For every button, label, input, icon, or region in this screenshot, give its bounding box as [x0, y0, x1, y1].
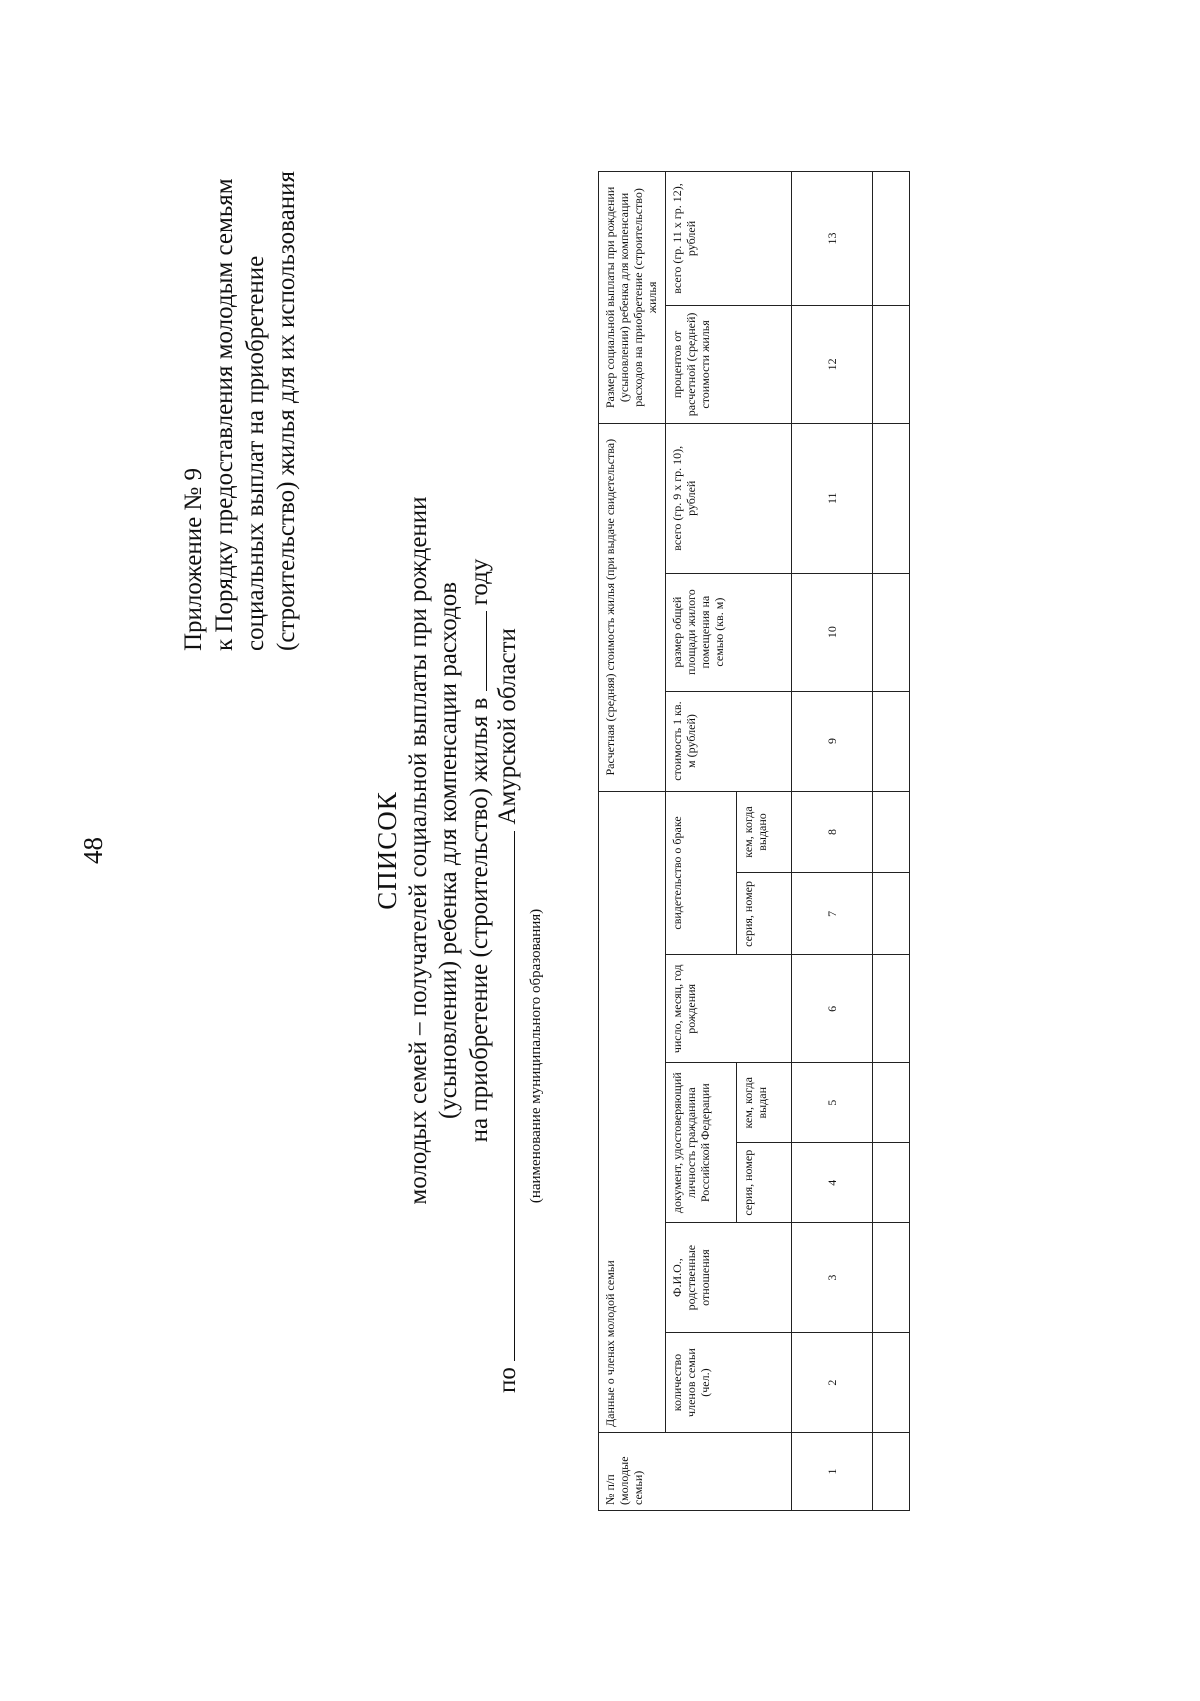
year-blank-field[interactable]: [464, 611, 487, 691]
column-number: 13: [792, 172, 873, 306]
empty-cell[interactable]: [873, 873, 910, 955]
column-number: 10: [792, 573, 873, 691]
header-col-6: число, месяц, год рождения: [666, 955, 792, 1063]
column-number: 2: [792, 1333, 873, 1433]
column-number-row: [792, 172, 873, 1511]
header-doc-group: документ, удостоверяющий личность гражданина Российской Федерации: [666, 1063, 737, 1223]
municipality-prefix: по: [494, 1367, 521, 1393]
header-col-13: всего (гр. 11 х гр. 12), рублей: [666, 172, 792, 306]
table-header-row: [666, 172, 737, 1511]
title-block: [372, 0, 495, 1701]
title-line-3-start: на приобретение (строительство) жилья в: [466, 697, 493, 1143]
title-line-3-end: году: [466, 558, 493, 606]
title-line-2: (усыновлении) ребенка для компенсации расходов: [435, 581, 462, 1120]
empty-cell[interactable]: [873, 791, 910, 873]
title-line-3: [464, 0, 495, 1701]
municipality-blank-field[interactable]: [492, 831, 515, 1361]
column-number: 4: [792, 1143, 873, 1223]
appendix-line: к Порядку предоставления молодым семьям: [211, 178, 238, 651]
column-number: 8: [792, 791, 873, 873]
title-line-1: молодых семей – получателей социальной выплаты при рождении: [405, 496, 432, 1205]
header-col-9: стоимость 1 кв. м (рублей): [666, 691, 792, 791]
header-col-12: процентов от расчетной (средней) стоимости жилья: [666, 305, 792, 423]
appendix-line: (строительство) жилья для их использования: [273, 171, 300, 651]
header-col-11: всего (гр. 9 х гр. 10), рублей: [666, 423, 792, 573]
empty-cell[interactable]: [873, 1333, 910, 1433]
header-group-payment: Размер социальной выплаты при рождении (усыновлении) ребенка для компенсации расходов на приобретение (строительство) жилья: [599, 172, 666, 424]
empty-cell[interactable]: [873, 1063, 910, 1143]
header-col-8: кем, когда выдано: [737, 791, 792, 873]
empty-cell[interactable]: [873, 1433, 910, 1511]
municipality-caption: (наименование муниципального образования): [528, 908, 544, 1204]
header-col-10: размер общей площади жилого помещения на семью (кв. м): [666, 573, 792, 691]
empty-cell[interactable]: [873, 955, 910, 1063]
column-number: 6: [792, 955, 873, 1063]
empty-cell[interactable]: [873, 1223, 910, 1333]
column-number: 3: [792, 1223, 873, 1333]
header-col-2: количество членов семьи (чел.): [666, 1333, 792, 1433]
header-col-7: серия, номер: [737, 873, 792, 955]
empty-cell[interactable]: [873, 172, 910, 306]
header-col-5: кем, когда выдан: [737, 1063, 792, 1143]
empty-cell[interactable]: [873, 691, 910, 791]
appendix-line: социальных выплат на приобретение: [242, 255, 269, 651]
header-group-cost: Расчетная (средняя) стоимость жилья (при выдаче свидетельства): [599, 423, 666, 791]
header-col-1: № п/п (молодые семьи): [599, 1433, 792, 1511]
page-number: 48: [78, 837, 108, 864]
table-row: [873, 172, 910, 1511]
document-title: СПИСОК: [372, 791, 402, 910]
empty-cell[interactable]: [873, 1143, 910, 1223]
header-group-members: Данные о членах молодой семьи: [599, 791, 666, 1433]
header-col-3: Ф.И.О., родственные отношения: [666, 1223, 792, 1333]
municipality-suffix: Амурской области: [494, 628, 521, 825]
column-number: 5: [792, 1063, 873, 1143]
column-number: 9: [792, 691, 873, 791]
column-number: 1: [792, 1433, 873, 1511]
table-header-row: [599, 172, 666, 1511]
header-marriage-group: свидетельство о браке: [666, 791, 737, 955]
column-number: 7: [792, 873, 873, 955]
appendix-header: [178, 11, 302, 651]
column-number: 11: [792, 423, 873, 573]
column-number: 12: [792, 305, 873, 423]
empty-cell[interactable]: [873, 423, 910, 573]
families-table: [598, 171, 910, 1511]
header-col-4: серия, номер: [737, 1143, 792, 1223]
appendix-line: Приложение № 9: [180, 467, 207, 651]
empty-cell[interactable]: [873, 573, 910, 691]
empty-cell[interactable]: [873, 305, 910, 423]
municipality-line: [492, 628, 522, 1393]
